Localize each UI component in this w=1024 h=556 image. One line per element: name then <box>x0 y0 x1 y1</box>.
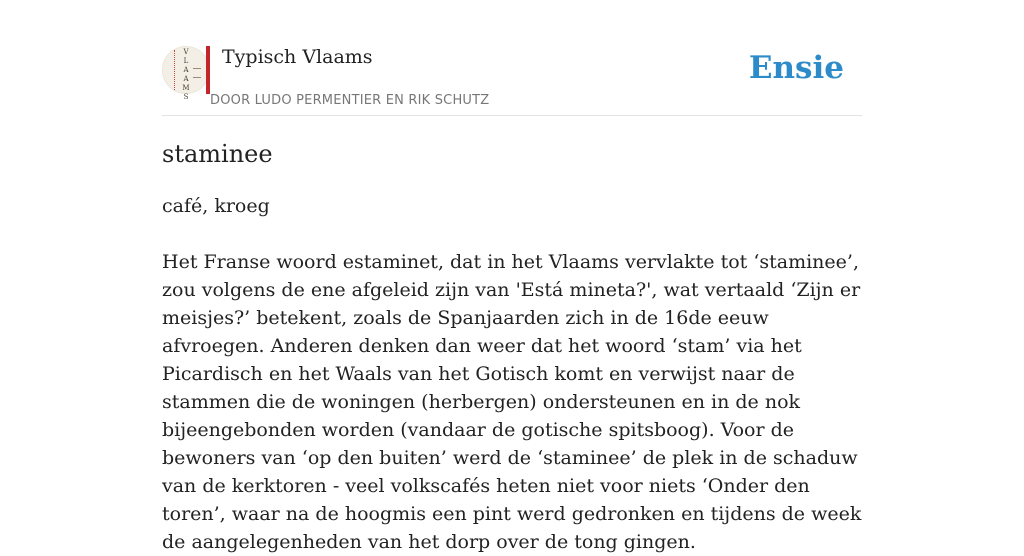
page-container <box>162 0 862 553</box>
book-authors: DOOR LUDO PERMENTIER EN RIK SCHUTZ <box>210 93 490 108</box>
entry-definition: café, kroeg <box>162 195 270 217</box>
cover-title-letters: V L A A M S <box>182 48 190 101</box>
entry-explanation: Het Franse woord estaminet, dat in het Vlaams vervlakte tot ‘staminee’, zou volgens de ene afgeleid zijn van 'Está mineta?', wat vertaald ‘Zijn er meisjes?’ betekent, zoals de Spanjaarden zich in de 16de eeuw afvroegen. Anderen denken dan weer dat het woord ‘stam’ via het Picardisch en het Waals van het Gotisch komt en verwijst naar de stammen die de woningen (herbergen) ondersteunen en in de nok bijeengebonden worden (vandaar de gotische spitsboog). Voor de bewoners van ‘op den buiten’ werd de ‘staminee’ de plek in de schaduw van de kerktoren - veel volkscafés heten niet voor niets ‘Onder den toren’, waar na de hoogmis een pint werd gedronken en tijdens de week de aangelegenheden van het dorp over de tong gingen. <box>162 251 862 553</box>
book-cover-image[interactable] <box>162 46 210 101</box>
ensie-logo-link[interactable]: Ensie <box>748 50 844 86</box>
cover-red-spine <box>206 46 210 94</box>
cover-text-lines <box>193 68 201 78</box>
book-header <box>162 0 862 116</box>
cover-dotted-column <box>174 50 177 90</box>
book-title-link[interactable]: Typisch Vlaams <box>222 46 373 68</box>
entry-headword: staminee <box>162 140 273 168</box>
